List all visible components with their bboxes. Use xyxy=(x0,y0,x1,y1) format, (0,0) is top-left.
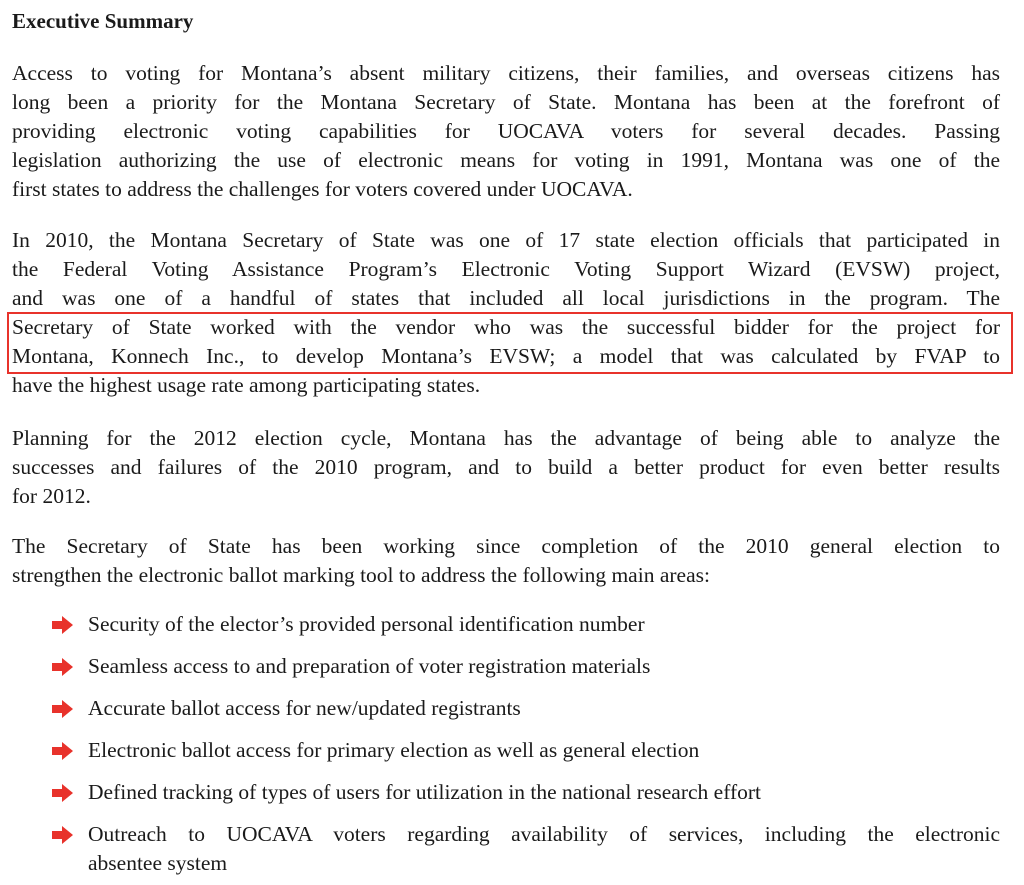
list-item-text: absentee system xyxy=(88,851,228,875)
section-heading: Executive Summary xyxy=(12,9,194,33)
text-line: and was one of a handful of states that included all local jurisdictions in the program. The xyxy=(12,286,1000,310)
red-arrow-icon xyxy=(50,616,74,634)
text-line: for 2012. xyxy=(12,484,91,508)
text-line: long been a priority for the Montana Secretary of State. Montana has been at the forefront of xyxy=(12,90,1000,114)
list-item-text: Seamless access to and preparation of voter registration materials xyxy=(88,654,651,678)
list-item-text: Security of the elector’s provided personal identification number xyxy=(88,612,645,636)
text-line: strengthen the electronic ballot marking tool to address the following main areas: xyxy=(12,563,710,587)
paragraph-4 xyxy=(12,532,1000,590)
text-line: Planning for the 2012 election cycle, Montana has the advantage of being able to analyze the xyxy=(12,426,1000,450)
text-line: The Secretary of State has been working since completion of the 2010 general election to xyxy=(12,534,1000,558)
text-line: Access to voting for Montana’s absent military citizens, their families, and overseas citizens has xyxy=(12,61,1000,85)
text-line: have the highest usage rate among participating states. xyxy=(12,373,481,397)
text-line: the Federal Voting Assistance Program’s Electronic Voting Support Wizard (EVSW) project, xyxy=(12,257,1000,281)
text-line: legislation authorizing the use of electronic means for voting in 1991, Montana was one of the xyxy=(12,148,1000,172)
red-arrow-icon xyxy=(50,742,74,760)
text-line: In 2010, the Montana Secretary of State was one of 17 state election officials that participated in xyxy=(12,228,1000,252)
list-item-text: Accurate ballot access for new/updated registrants xyxy=(88,696,521,720)
text-line: Montana, Konnech Inc., to develop Montana’s EVSW; a model that was calculated by FVAP to xyxy=(12,344,1000,368)
highlight-box xyxy=(7,312,1013,374)
red-arrow-icon xyxy=(50,784,74,802)
list-item-text: Electronic ballot access for primary election as well as general election xyxy=(88,738,700,762)
text-line: Secretary of State worked with the vendor who was the successful bidder for the project for xyxy=(12,315,1000,339)
text-line: first states to address the challenges for voters covered under UOCAVA. xyxy=(12,177,633,201)
paragraph-1 xyxy=(12,59,1000,204)
text-line: providing electronic voting capabilities for UOCAVA voters for several decades. Passing xyxy=(12,119,1000,143)
paragraph-3 xyxy=(12,424,1000,511)
red-arrow-icon xyxy=(50,700,74,718)
red-arrow-icon xyxy=(50,826,74,844)
list-item-text: Outreach to UOCAVA voters regarding availability of services, including the electronic xyxy=(88,822,1000,846)
red-arrow-icon xyxy=(50,658,74,676)
list-item-text: Defined tracking of types of users for utilization in the national research effort xyxy=(88,780,762,804)
text-line: successes and failures of the 2010 program, and to build a better product for even better results xyxy=(12,455,1000,479)
